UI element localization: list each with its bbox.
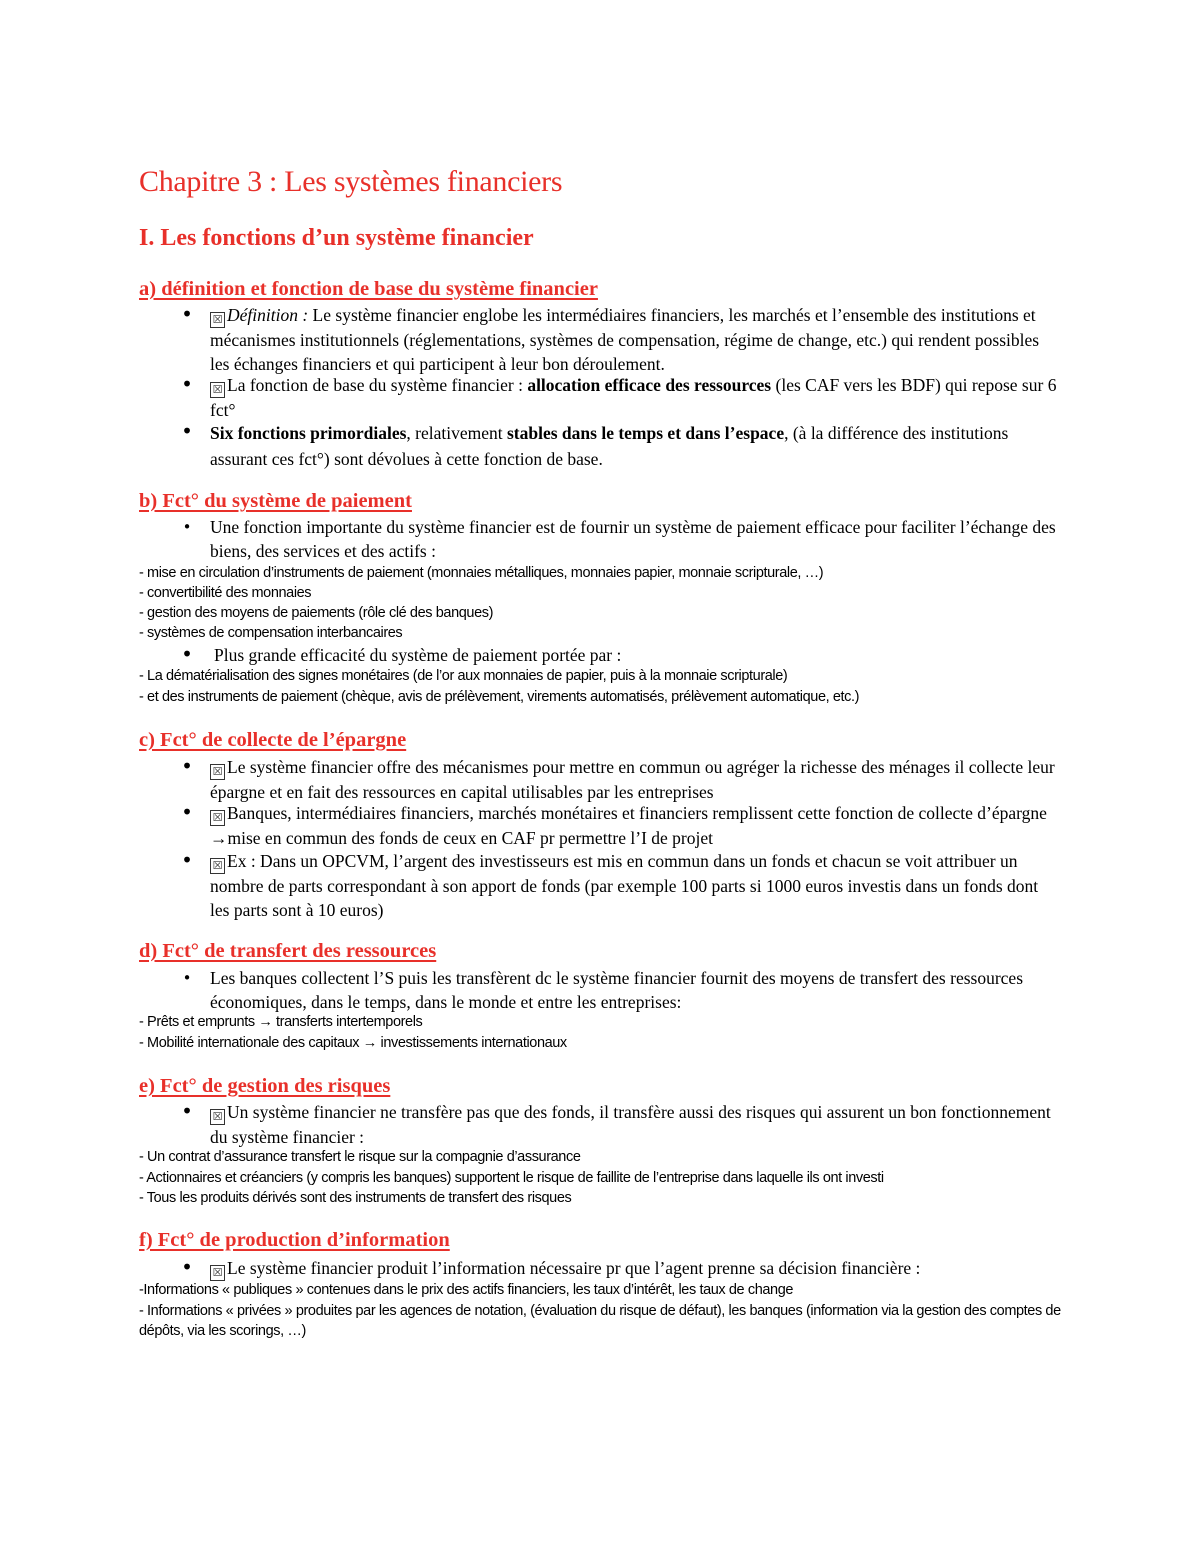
six-functions-tail: , (à la différence des institutions assurant ces fct°) sont dévolues à cette fonction de base. [210,423,1009,469]
checkbox-icon: ☒ [210,1265,225,1281]
six-functions-bold: Six fonctions primordiales [210,423,407,443]
base-function-tail: (les CAF vers les BDF) qui repose sur 6 fct° [210,375,1057,420]
definition-text: Le système financier englobe les intermédiaires financiers, les marchés et l’ensemble des institutions et mécanismes institutionnels (réglementations, systèmes de compensation, régime de change, etc.) qui rendent possibles les échanges financiers et qui participent à leur bon déroulement. [210,305,1040,374]
transfer-line-1: - Prêts et emprunts → transferts intertemporels [139,1014,423,1030]
payment-intro: Une fonction importante du système financier est de fournir un système de paiement efficace pour faciliter l’échange des biens, des services et des actifs : [210,517,1056,561]
checkbox-icon: ☒ [210,858,225,874]
payment-efficiency: Plus grande efficacité du système de paiement portée par : [214,645,622,665]
checkbox-icon: ☒ [210,764,225,780]
payment-line-3: - gestion des moyens de paiements (rôle clé des banques) [139,605,494,621]
risk-line-1: - Un contrat d’assurance transfert le risque sur la compagnie d’assurance [139,1149,581,1165]
bullet-icon: • [181,642,193,666]
payment-line-2: - convertibilité des monnaies [139,585,312,601]
savings-text-3: Ex : Dans un OPCVM, l’argent des investisseurs est mis en commun dans un fonds et chacun se voit attribuer un nombre de parts correspondant à son apport de fonds (par exemple 100 parts si 1000 euros investis dans un fonds dont les parts sont à 10 euros) [210,851,1039,920]
risk-line-3: - Tous les produits dérivés sont des instruments de transfert des risques [139,1190,572,1206]
information-line-2: - Informations « privées » produites par les agences de notation, (évaluation du risque de défaut), les banques (information via la gestion des comptes de dépôts, via les scorings, …) [139,1303,1061,1339]
base-function-bold: allocation efficace des ressources [527,375,772,395]
section-a-title: a) définition et fonction de base du système financier [139,278,598,300]
savings-text-1: Le système financier offre des mécanismes pour mettre en commun ou agréger la richesse des ménages il collecte leur épargne et en fait des ressources en capital utilisables par les entreprises [210,757,1055,802]
savings-text-2: Banques, intermédiaires financiers, marchés monétaires et financiers remplissent cette fonction de collecte d’épargne →mise en commun des fonds de ceux en CAF pr permettre l’I de projet [210,803,1047,848]
definition-label: Définition : [227,305,309,325]
bullet-icon: • [182,969,192,987]
transfer-text: Les banques collectent l’S puis les transfèrent dc le système financier fournit des moyens de transfert des ressources économiques, dans le temps, dans le monde et entre les entreprises: [210,968,1023,1012]
six-functions-mid: , relativement [406,423,507,443]
risk-text: Un système financier ne transfère pas que des fonds, il transfère aussi des risques qui assurent un bon fonctionnement du système financier : [210,1102,1051,1147]
section-e-title: e) Fct° de gestion des risques [139,1075,391,1097]
bullet-icon: • [181,302,193,326]
payment-line-5: - La dématérialisation des signes monétaires (de l’or aux monnaies de papier, puis à la monnaie scripturale) [139,668,788,684]
stable-bold: stables dans le temps et dans l’espace [507,423,785,443]
payment-line-6: - et des instruments de paiement (chèque, avis de prélèvement, virements automatisés, prélèvement automatique, etc.) [139,689,860,705]
chapter-title: Chapitre 3 : Les systèmes financiers [139,165,563,198]
checkbox-icon: ☒ [210,312,225,328]
checkbox-icon: ☒ [210,1109,225,1125]
information-line-1: -Informations « publiques » contenues dans le prix des actifs financiers, les taux d’intérêt, les taux de change [139,1282,794,1298]
transfer-line-2: - Mobilité internationale des capitaux → investissements internationaux [139,1035,567,1051]
bullet-icon: • [182,518,192,536]
bullet-icon: • [181,372,193,396]
section-f-title: f) Fct° de production d’information [139,1229,450,1251]
payment-line-1: - mise en circulation d’instruments de paiement (monnaies métalliques, monnaies papier, monnaie scripturale, …) [139,565,824,581]
base-function-text: La fonction de base du système financier : [227,375,528,395]
bullet-icon: • [181,419,193,443]
bullet-icon: • [181,800,193,824]
section-d-title: d) Fct° de transfert des ressources [139,940,437,962]
checkbox-icon: ☒ [210,810,225,826]
bullet-icon: • [181,1255,193,1279]
section-b-title: b) Fct° du système de paiement [139,490,412,512]
payment-line-4: - systèmes de compensation interbancaires [139,625,403,641]
checkbox-icon: ☒ [210,382,225,398]
bullet-icon: • [181,848,193,872]
information-text: Le système financier produit l’information nécessaire pr que l’agent prenne sa décision financière : [227,1258,921,1278]
section-c-title: c) Fct° de collecte de l’épargne [139,729,407,751]
part-title: I. Les fonctions d’un système financier [139,225,534,251]
risk-line-2: - Actionnaires et créanciers (y compris les banques) supportent le risque de faillite de l’entreprise dans laquelle ils ont investi [139,1170,884,1186]
bullet-icon: • [181,754,193,778]
bullet-icon: • [181,1099,193,1123]
